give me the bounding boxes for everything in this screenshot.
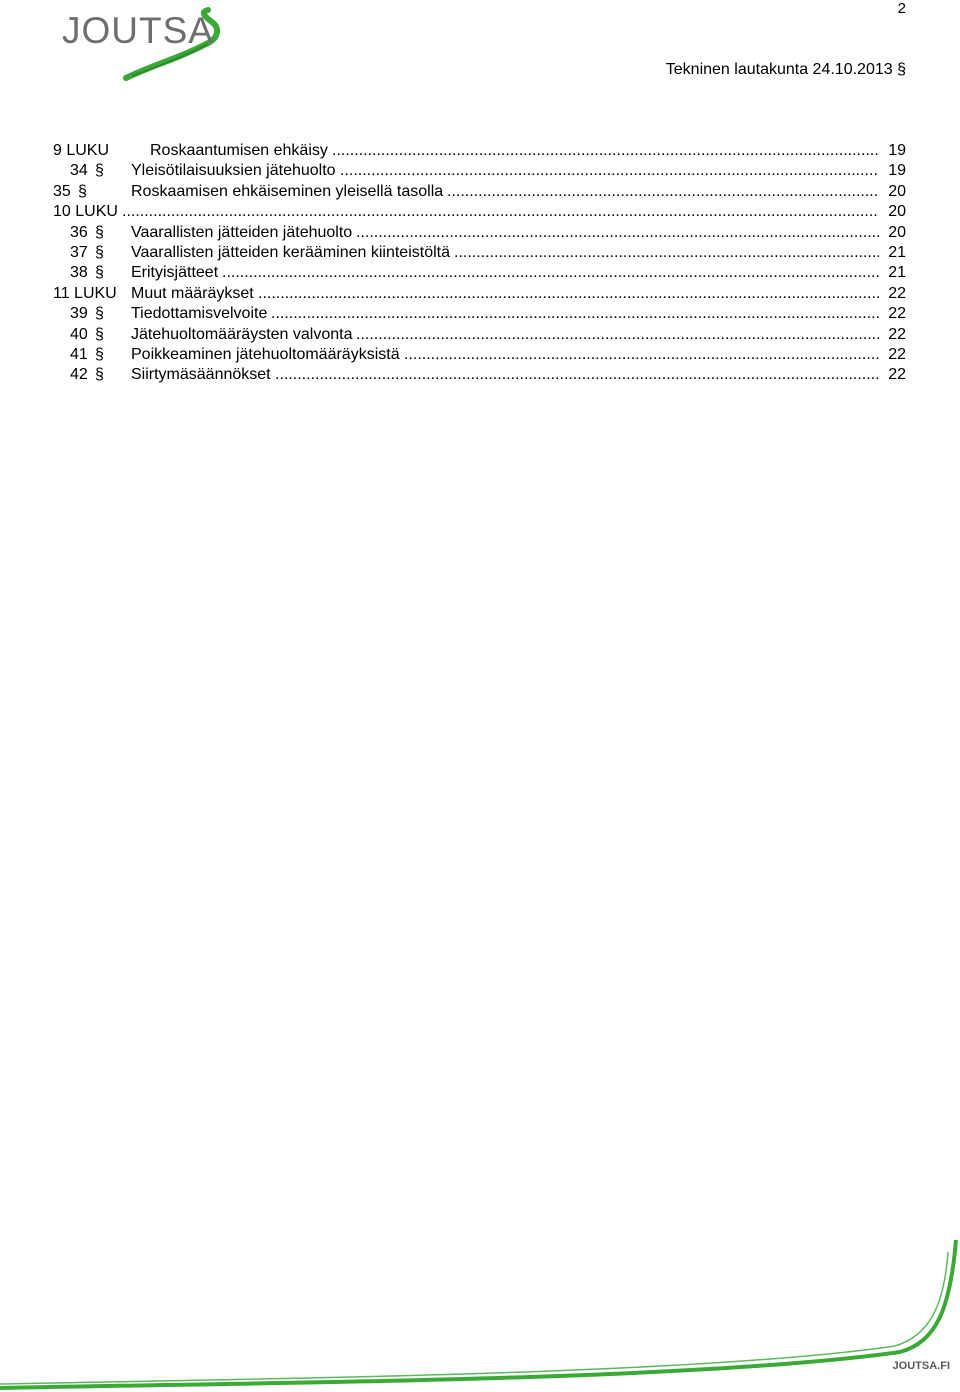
toc-row[interactable] <box>53 304 906 324</box>
section-sign: § <box>897 61 906 78</box>
logo-wordmark: JOUTSA <box>62 10 214 51</box>
toc-number: 42 <box>70 366 88 384</box>
toc-leader-dots <box>332 141 879 161</box>
toc-number: 11 LUKU <box>53 284 117 302</box>
toc-page-number: 19 <box>888 142 906 159</box>
toc-title: Vaarallisten jätteiden jätehuolto <box>131 223 353 241</box>
toc-leader-dots <box>404 345 879 365</box>
page-number: 2 <box>897 0 906 17</box>
toc-section-sign: § <box>78 182 87 200</box>
toc-section-sign: § <box>95 345 104 363</box>
toc-row[interactable] <box>53 345 906 365</box>
toc-page-number: 19 <box>888 162 906 180</box>
toc-page-number: 20 <box>888 223 906 241</box>
toc-section-sign: § <box>95 162 104 180</box>
toc-number: 41 <box>70 345 88 363</box>
toc-leader-dots <box>340 161 879 181</box>
toc-title: Roskaamisen ehkäiseminen yleisellä tasolla <box>131 182 444 200</box>
toc-number: 35 <box>53 182 71 200</box>
toc-page-number: 20 <box>888 203 906 221</box>
toc-number: 37 <box>70 243 88 261</box>
header-title-text: Tekninen lautakunta 24.10.2013 <box>665 61 893 78</box>
toc-page-number: 21 <box>888 243 906 261</box>
toc-leader-dots <box>454 243 879 263</box>
toc-title: Tiedottamisvelvoite <box>131 305 268 323</box>
toc-number: 36 <box>70 223 88 241</box>
toc-row[interactable] <box>53 202 906 222</box>
toc-leader-dots <box>258 284 879 304</box>
toc-title: Muut määräykset <box>131 284 254 302</box>
joutsa-logo <box>60 4 240 86</box>
toc-leader-dots <box>356 325 879 345</box>
toc-title: Erityisjätteet <box>131 264 219 282</box>
toc-leader-dots <box>447 182 879 202</box>
toc-section-sign: § <box>95 325 104 343</box>
toc-leader-dots <box>275 365 879 385</box>
toc-section-sign: § <box>95 305 104 323</box>
toc-leader-dots <box>122 202 879 222</box>
toc-section-sign: § <box>95 366 104 384</box>
toc-page-number: 22 <box>888 366 906 384</box>
toc-leader-dots <box>356 223 879 243</box>
toc-page-number: 22 <box>888 284 906 302</box>
toc-number: 34 <box>70 162 88 180</box>
toc-number: 10 LUKU <box>53 203 118 221</box>
toc-page-number: 20 <box>888 182 906 200</box>
table-of-contents <box>53 141 906 386</box>
toc-title: Roskaantumisen ehkäisy <box>150 142 328 159</box>
toc-leader-dots <box>271 304 879 324</box>
toc-number: 38 <box>70 264 88 282</box>
toc-row[interactable] <box>53 182 906 202</box>
toc-page-number: 21 <box>888 264 906 282</box>
footer-swoosh-graphic <box>0 1232 960 1392</box>
toc-row[interactable] <box>53 141 906 161</box>
toc-number: 40 <box>70 325 88 343</box>
toc-title: Poikkeaminen jätehuoltomääräyksistä <box>131 345 400 363</box>
toc-row[interactable] <box>53 243 906 263</box>
toc-row[interactable] <box>53 223 906 243</box>
toc-row[interactable] <box>53 325 906 345</box>
toc-leader-dots <box>222 263 879 283</box>
toc-section-sign: § <box>95 243 104 261</box>
toc-row[interactable] <box>53 284 906 304</box>
toc-row[interactable] <box>53 161 906 181</box>
toc-row[interactable] <box>53 263 906 283</box>
toc-number: 39 <box>70 305 88 323</box>
toc-row[interactable] <box>53 365 906 385</box>
toc-page-number: 22 <box>888 305 906 323</box>
toc-page-number: 22 <box>888 345 906 363</box>
footer-website: JOUTSA.FI <box>892 1360 950 1372</box>
header-title <box>666 61 906 79</box>
toc-title: Vaarallisten jätteiden kerääminen kiinteistöltä <box>131 243 450 261</box>
toc-title: Jätehuoltomääräysten valvonta <box>131 325 353 343</box>
toc-title: Siirtymäsäännökset <box>131 366 271 384</box>
toc-number: 9 LUKU <box>53 142 110 159</box>
toc-section-sign: § <box>95 223 104 241</box>
toc-title: Yleisötilaisuuksien jätehuolto <box>131 162 336 180</box>
toc-section-sign: § <box>95 264 104 282</box>
toc-page-number: 22 <box>888 325 906 343</box>
